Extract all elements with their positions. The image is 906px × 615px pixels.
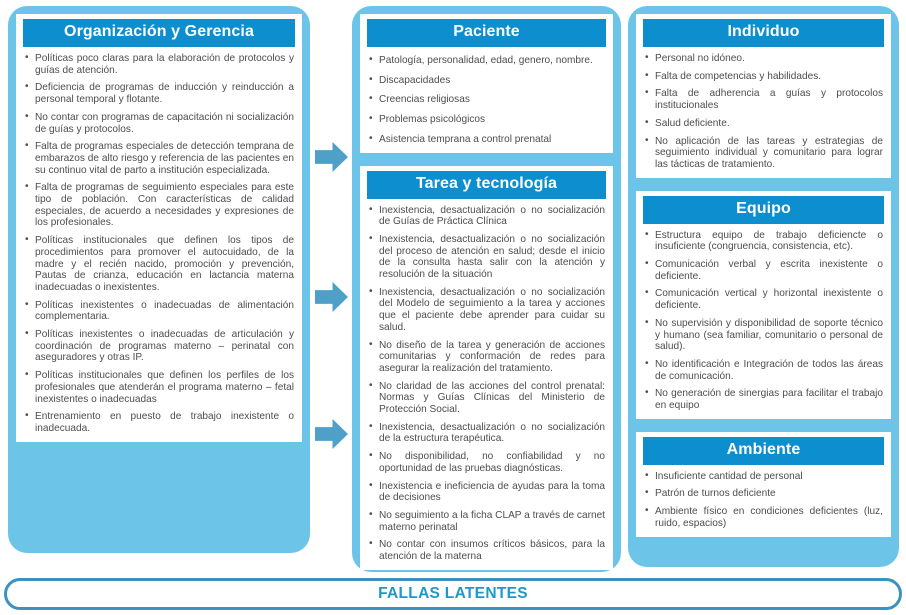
box-title-equipo: Equipo <box>643 196 884 224</box>
bullet-icon: • <box>25 410 29 422</box>
bullet-text: Inexistencia, desactualización o no socialización de Guías de Práctica Clínica <box>379 204 605 228</box>
bullet-text: Comunicación verbal y escrita inexistente o deficiente. <box>655 259 883 282</box>
items-ambiente <box>643 471 884 530</box>
bullet-text: Creencias religiosas <box>379 94 470 106</box>
bullet-item <box>368 114 605 126</box>
bullet-icon: • <box>369 508 373 520</box>
panel-individuo-equipo-ambiente <box>628 6 899 567</box>
bullet-text: No aplicación de las tareas y estrategias de seguimiento individual y comunitario para lograr las tácticas de tratamiento. <box>655 135 883 170</box>
bullet-item <box>368 94 605 106</box>
bullet-text: No claridad de las acciones del control prenatal: Normas y Guías Clínicas del Ministerio de Protección Social. <box>379 380 605 416</box>
bullet-text: Estructura equipo de trabajo deficiencte o insuficiente (congruencia, consistencia, etc). <box>655 229 883 253</box>
bullet-text: Personal no idóneo. <box>655 53 745 64</box>
bullet-icon: • <box>25 328 29 340</box>
items-individuo <box>643 53 884 171</box>
bullet-text: Problemas psicológicos <box>379 114 486 126</box>
bullet-item <box>368 55 605 67</box>
bullet-text: Falta de adherencia a guías y protocolos institucionales <box>655 88 883 112</box>
box-ambiente <box>636 432 891 537</box>
bullet-text: Políticas institucionales que definen los perfiles de los profesionales que atenderán el programa materno – fetal inexistentes o inadecuadas <box>35 370 294 405</box>
bullet-icon: • <box>645 228 649 240</box>
bullet-text: No seguimiento a la ficha CLAP a través de carnet materno perinatal <box>379 509 605 533</box>
bullet-icon: • <box>25 52 29 63</box>
bullet-item <box>24 112 294 135</box>
bullet-item <box>368 75 605 87</box>
panel-paciente-tarea <box>352 6 621 572</box>
bullet-text: No contar con programas de capacitación ni socialización de guías y protocolos. <box>35 111 294 135</box>
right-arrow-icon <box>315 142 348 172</box>
bullet-item <box>644 359 883 382</box>
bullet-icon: • <box>369 338 373 350</box>
box-tarea-tecnologia <box>360 166 613 570</box>
bullet-icon: • <box>369 132 373 144</box>
bullet-icon: • <box>369 232 373 244</box>
bullet-item <box>644 488 883 500</box>
bullet-text: No supervisión y disponibilidad de soporte técnico y humano (sea familiar, comunitario o personal de salud). <box>655 317 883 353</box>
bullet-icon: • <box>645 387 649 399</box>
bullet-item <box>24 82 294 105</box>
bullet-text: Inexistencia e ineficiencia de ayudas para la toma de decisiones <box>379 480 605 504</box>
bullet-item <box>368 481 605 504</box>
items-tarea-tecnologia <box>367 205 606 563</box>
bullet-item <box>368 539 605 562</box>
bullet-text: Inexistencia, desactualización o no socialización de la estructura terapéutica. <box>379 421 605 445</box>
bullet-icon: • <box>25 181 29 193</box>
bullet-text: Salud deficiente. <box>655 117 730 129</box>
bullet-icon: • <box>645 87 649 99</box>
bullet-icon: • <box>645 134 649 146</box>
bullet-text: Patrón de turnos deficiente <box>655 488 776 500</box>
box-title-ambiente: Ambiente <box>643 437 884 465</box>
bullet-icon: • <box>645 116 649 128</box>
bullet-item <box>368 381 605 416</box>
bullet-item <box>368 510 605 533</box>
right-arrow-icon <box>315 419 348 449</box>
bullet-item <box>24 53 294 76</box>
bullet-icon: • <box>645 69 649 81</box>
box-title-paciente: Paciente <box>367 19 606 47</box>
bullet-icon: • <box>645 487 649 499</box>
box-paciente <box>360 14 613 153</box>
bullet-item <box>644 288 883 311</box>
bullet-text: Políticas institucionales que definen los tipos de procedimientos para promover el autocuidado, de la madre y el recién nacido, promoción y prevención, Pautas de crianza, educación en lactancia materna inadecuadas o inexistentes. <box>35 235 294 293</box>
bullet-item <box>644 88 883 111</box>
bullet-item <box>24 235 294 294</box>
items-organizacion-gerencia <box>23 53 295 435</box>
bullet-item <box>368 451 605 474</box>
right-arrow-icon <box>315 282 348 312</box>
box-equipo <box>636 191 891 419</box>
bullet-icon: • <box>369 285 373 297</box>
bullet-text: Falta de programas especiales de detección temprana de embarazos de alto riesgo y referencia de las pacientes en su continuo vital de parto a institución especializada. <box>35 141 294 176</box>
bullet-text: Patología, personalidad, edad, genero, nombre. <box>379 55 593 66</box>
bullet-icon: • <box>25 234 29 246</box>
bullet-text: Políticas poco claras para la elaboración de protocolos y guías de atención. <box>35 53 294 76</box>
bullet-text: Insuficiente cantidad de personal <box>655 470 803 482</box>
panel-organizacion-gerencia <box>8 6 310 553</box>
bullet-item <box>24 370 294 405</box>
bullet-icon: • <box>645 316 649 328</box>
bullet-text: Ambiente físico en condiciones deficientes (luz, ruido, espacios) <box>655 506 883 529</box>
bullet-icon: • <box>369 479 373 491</box>
bullet-item <box>644 71 883 83</box>
bullet-item <box>644 136 883 171</box>
bullet-icon: • <box>645 505 649 517</box>
bullet-text: Discapacidades <box>379 74 451 86</box>
box-organizacion-gerencia <box>16 14 302 442</box>
bullet-text: Falta de competencias y habilidades. <box>655 70 822 82</box>
latent-failures-label: FALLAS LATENTES <box>378 585 528 602</box>
bullet-icon: • <box>369 203 373 215</box>
bullet-text: No diseño de la tarea y generación de acciones comunitarias y conformación de redes para asegurar la realización del tratamiento. <box>379 339 605 374</box>
bullet-text: Deficiencia de programas de inducción y reinducción a personal temporal y flotante. <box>35 82 294 106</box>
bullet-item <box>644 388 883 411</box>
bullet-icon: • <box>25 140 29 152</box>
bullet-icon: • <box>25 298 29 310</box>
bullet-text: Inexistencia, desactualización o no socialización del proceso de atención en salud; desde el inicio de la consulta hasta salir con la atención y resolución de la situación <box>379 233 605 281</box>
bullet-icon: • <box>369 73 373 85</box>
latent-failures-banner <box>4 578 902 610</box>
bullet-text: No contar con insumos críticos básicos, para la atención de la materna <box>379 539 605 563</box>
bullet-item <box>368 205 605 228</box>
bullet-item <box>368 234 605 281</box>
bullet-item <box>644 118 883 130</box>
bullet-icon: • <box>369 420 373 432</box>
items-equipo <box>643 230 884 412</box>
bullet-item <box>368 340 605 375</box>
bullet-icon: • <box>369 450 373 462</box>
bullet-item <box>644 506 883 529</box>
bullet-icon: • <box>645 357 649 369</box>
bullet-text: Comunicación vertical y horizontal inexistente o deficiente. <box>655 288 883 312</box>
bullet-icon: • <box>369 538 373 550</box>
bullet-text: Falta de programas de seguimiento especiales para este tipo de población. Con características de calidad especiales, de acuerdo a necesidades y expresiones de los profesionales. <box>35 182 294 229</box>
bullet-item <box>368 287 605 334</box>
bullet-icon: • <box>369 379 373 391</box>
bullet-icon: • <box>369 93 373 105</box>
items-paciente <box>367 55 606 146</box>
bullet-icon: • <box>369 54 373 65</box>
bullet-item <box>368 422 605 445</box>
bullet-icon: • <box>25 369 29 381</box>
bullet-text: No identificación e Integración de todos las áreas de comunicación. <box>655 358 883 382</box>
bullet-icon: • <box>25 110 29 122</box>
box-title-individuo: Individuo <box>643 19 884 47</box>
bullet-text: Inexistencia, desactualización o no socialización del Modelo de seguimiento a la tarea y acciones que el paciente debe aprender para cuidar su salud. <box>379 286 605 333</box>
bullet-text: Políticas inexistentes o inadecuadas de alimentación complementaria. <box>35 299 294 323</box>
bullet-item <box>24 300 294 323</box>
bullet-icon: • <box>369 113 373 125</box>
box-individuo <box>636 14 891 178</box>
bullet-text: Políticas inexistentes o inadecuadas de articulación y coordinación de programas materno – perinatal con aseguradores y otras IP. <box>35 329 294 364</box>
bullet-item <box>644 53 883 65</box>
bullet-text: Entrenamiento en puesto de trabajo inexistente o inadecuada. <box>35 411 294 434</box>
box-title-organizacion-gerencia: Organización y Gerencia <box>23 19 295 47</box>
bullet-icon: • <box>645 258 649 270</box>
bullet-text: No disponibilidad, no confiabilidad y no oportunidad de las pruebas diagnósticas. <box>379 451 605 474</box>
bullet-icon: • <box>645 52 649 63</box>
bullet-text: Asistencia temprana a control prenatal <box>379 133 552 145</box>
bullet-item <box>644 471 883 483</box>
bullet-item <box>24 182 294 229</box>
bullet-item <box>368 134 605 146</box>
bullet-icon: • <box>645 287 649 299</box>
bullet-item <box>24 411 294 434</box>
box-title-tarea-tecnologia: Tarea y tecnología <box>367 171 606 199</box>
bullet-item <box>644 230 883 253</box>
bullet-text: No generación de sinergias para facilitar el trabajo en equipo <box>655 388 883 412</box>
bullet-item <box>24 141 294 176</box>
bullet-item <box>644 318 883 353</box>
bullet-item <box>644 259 883 282</box>
bullet-icon: • <box>25 81 29 93</box>
bullet-item <box>24 329 294 364</box>
bullet-icon: • <box>645 469 649 481</box>
